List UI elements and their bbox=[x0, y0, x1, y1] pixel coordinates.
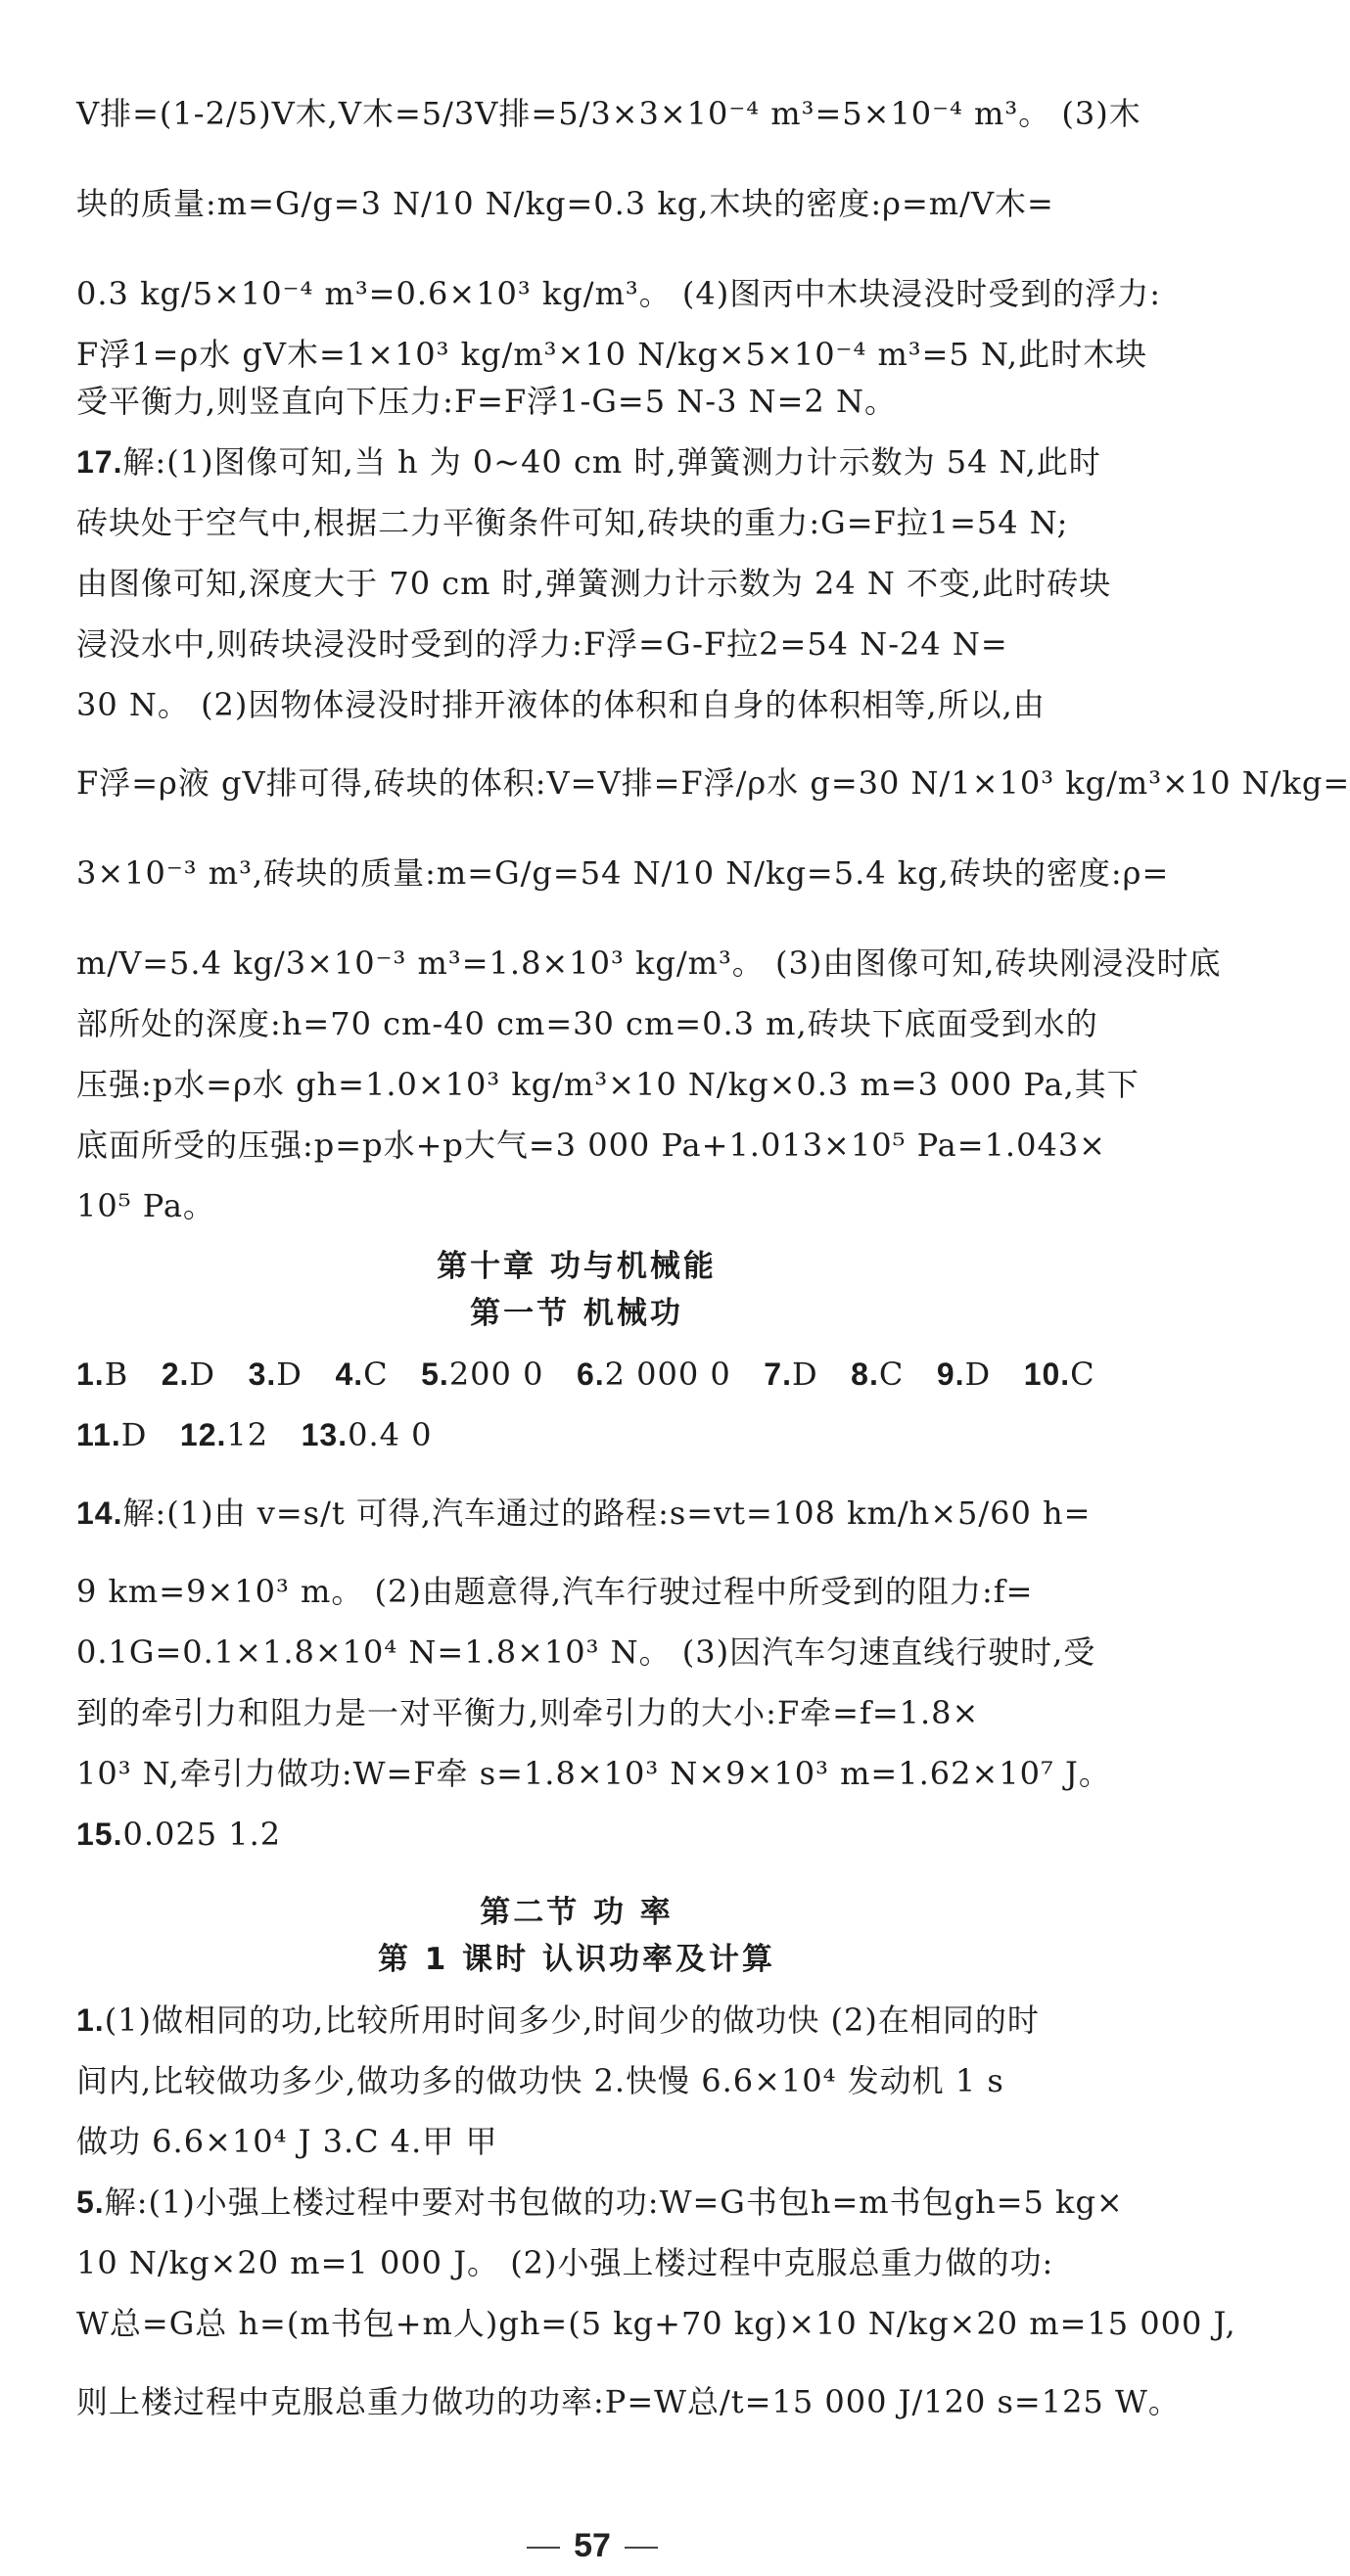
question-14: 14.解:(1)由 v=s/t 可得,汽车通过的路程:s=vt=108 km/h×5/60 h= bbox=[76, 1495, 1092, 1532]
text-line: F浮=ρ液 gV排可得,砖块的体积:V=V排=F浮/ρ水 g=30 N/1×10³ kg/m³×10 N/kg= bbox=[76, 764, 1350, 802]
section-title: 第一节 机械功 bbox=[470, 1296, 683, 1331]
question-number: 17. bbox=[76, 444, 123, 480]
page-content bbox=[76, 94, 1350, 2421]
text-line: 受平衡力,则竖直向下压力:F=F浮1-G=5 N-3 N=2 N。 bbox=[76, 383, 897, 420]
text-line: 砖块处于空气中,根据二力平衡条件可知,砖块的重力:G=F拉1=54 N; bbox=[76, 504, 1069, 541]
question-1: 1.(1)做相同的功,比较所用时间多少,时间少的做功快 (2)在相同的时 bbox=[76, 2001, 1040, 2039]
section-title: 第二节 功 率 bbox=[480, 1895, 674, 1930]
footer-dash bbox=[527, 2547, 560, 2549]
text-line: W总=G总 h=(m书包+m人)gh=(5 kg+70 kg)×10 N/kg×20 m=15 000 J, bbox=[76, 2305, 1236, 2342]
page-number: 57 bbox=[574, 2527, 611, 2564]
question-number: 15. bbox=[76, 1817, 123, 1852]
text-line: 3×10⁻³ m³,砖块的质量:m=G/g=54 N/10 N/kg=5.4 kg,砖块的密度:ρ= bbox=[76, 854, 1170, 892]
text-line: 10³ N,牵引力做功:W=F牵 s=1.8×10³ N×9×10³ m=1.62×10⁷ J。 bbox=[76, 1755, 1111, 1792]
question-number: 14. bbox=[76, 1495, 123, 1531]
text-line: 由图像可知,深度大于 70 cm 时,弹簧测力计示数为 24 N 不变,此时砖块 bbox=[76, 565, 1112, 602]
answer-row: 1.B 2.D 3.D 4.C 5.200 0 6.2 000 0 7.D 8.C 9.D 10.C bbox=[76, 1356, 1095, 1393]
text-line: 0.1G=0.1×1.8×10⁴ N=1.8×10³ N。 (3)因汽车匀速直线行驶时,受 bbox=[76, 1633, 1096, 1671]
chapter-title: 第十章 功与机械能 bbox=[437, 1249, 717, 1284]
text-line: 底面所受的压强:p=p水+p大气=3 000 Pa+1.013×10⁵ Pa=1.043× bbox=[76, 1127, 1106, 1164]
question-15: 15.0.025 1.2 bbox=[76, 1816, 282, 1853]
footer-dash bbox=[625, 2547, 658, 2549]
text-line: 浸没水中,则砖块浸没时受到的浮力:F浮=G-F拉2=54 N-24 N= bbox=[76, 625, 1008, 663]
text-line: m/V=5.4 kg/3×10⁻³ m³=1.8×10³ kg/m³。 (3)由图像可知,砖块刚浸没时底 bbox=[76, 944, 1222, 982]
text-line: 10 N/kg×20 m=1 000 J。 (2)小强上楼过程中克服总重力做的功: bbox=[76, 2244, 1054, 2281]
text-line: 压强:p水=ρ水 gh=1.0×10³ kg/m³×10 N/kg×0.3 m=3 000 Pa,其下 bbox=[76, 1066, 1140, 1103]
text-line: 30 N。 (2)因物体浸没时排开液体的体积和自身的体积相等,所以,由 bbox=[76, 686, 1046, 723]
text-line: 部所处的深度:h=70 cm-40 cm=30 cm=0.3 m,砖块下底面受到水的 bbox=[76, 1005, 1098, 1042]
text-line: 10⁵ Pa。 bbox=[76, 1187, 215, 1224]
text-line: 块的质量:m=G/g=3 N/10 N/kg=0.3 kg,木块的密度:ρ=m/V木= bbox=[76, 185, 1054, 222]
question-number: 5. bbox=[76, 2185, 105, 2220]
text-line: 0.3 kg/5×10⁻⁴ m³=0.6×10³ kg/m³。 (4)图丙中木块浸没时受到的浮力: bbox=[76, 275, 1162, 312]
text-line: F浮1=ρ水 gV木=1×10³ kg/m³×10 N/kg×5×10⁻⁴ m³=5 N,此时木块 bbox=[76, 336, 1148, 373]
question-5: 5.解:(1)小强上楼过程中要对书包做的功:W=G书包h=m书包gh=5 kg× bbox=[76, 2184, 1124, 2221]
question-number: 1. bbox=[76, 2002, 105, 2038]
text-line: 则上楼过程中克服总重力做功的功率:P=W总/t=15 000 J/120 s=125 W。 bbox=[76, 2383, 1181, 2420]
question-17: 17.解:(1)图像可知,当 h 为 0~40 cm 时,弹簧测力计示数为 54 N,此时 bbox=[76, 443, 1101, 481]
page-footer bbox=[0, 2527, 1185, 2565]
lesson-title: 第 1 课时 认识功率及计算 bbox=[378, 1942, 775, 1977]
text-line: 到的牵引力和阻力是一对平衡力,则牵引力的大小:F牵=f=1.8× bbox=[76, 1694, 980, 1731]
text-line: 间内,比较做功多少,做功多的做功快 2.快慢 6.6×10⁴ 发动机 1 s bbox=[76, 2062, 1004, 2099]
text-line: 9 km=9×10³ m。 (2)由题意得,汽车行驶过程中所受到的阻力:f= bbox=[76, 1573, 1034, 1610]
text-line: V排=(1-2/5)V木,V木=5/3V排=5/3×3×10⁻⁴ m³=5×10⁻⁴ m³。 (3)木 bbox=[76, 95, 1141, 132]
answer-row: 11.D 12.12 13.0.4 0 bbox=[76, 1416, 433, 1453]
text-line: 做功 6.6×10⁴ J 3.C 4.甲 甲 bbox=[76, 2123, 498, 2160]
